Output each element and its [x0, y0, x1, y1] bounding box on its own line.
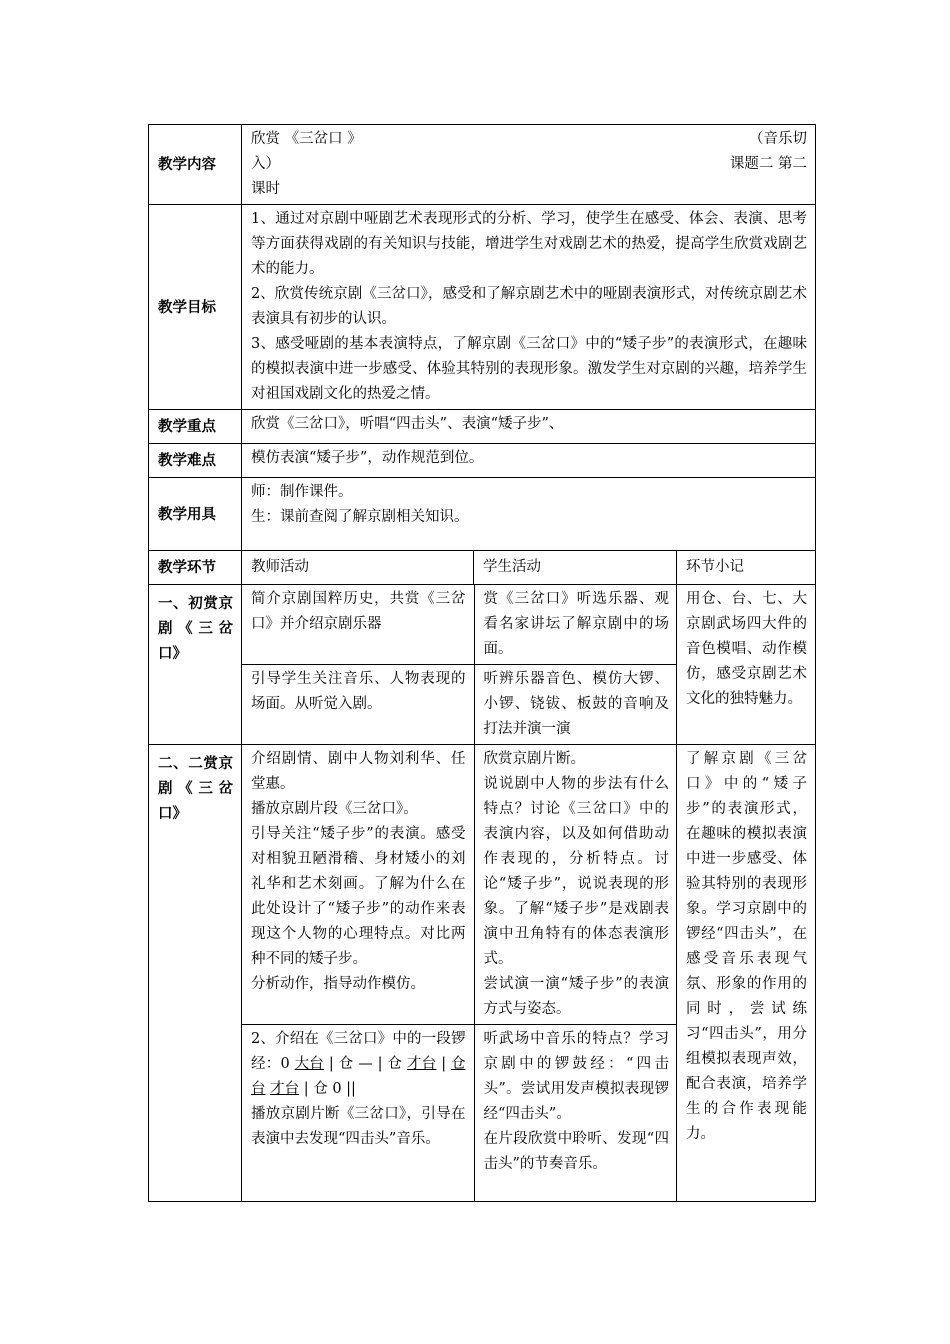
gong-intro: 2、介绍在《三岔口》中的一段锣经：0	[251, 1031, 466, 1072]
goals-label: 教学目标	[149, 205, 242, 410]
content-lesson-ref: 课题二 第二	[729, 156, 808, 172]
stage1-label: 一、初赏京剧《三岔口》	[149, 585, 242, 745]
tools-cell	[242, 478, 816, 551]
stage1-student-b: 听辨乐器音色、模仿大锣、小锣、铙钹、板鼓的音响及打法并演一演	[483, 671, 669, 737]
stage2-teacher-a-line: 介绍剧情、剧中人物刘利华、任堂惠。	[251, 751, 466, 792]
gong-beat: | 仓 — | 仓	[324, 1056, 407, 1072]
stage2-teacher-a-line: 分析动作，指导动作模仿。	[251, 976, 425, 992]
stage2-student-a-line: 说说剧中人物的步法有什么特点？讨论《三岔口》中的表演内容，以及如何借助动作表现的，分析特点。讨论“矮子步”，说说表现的形象。了解“矮子步”是戏剧表演中丑角特有的体态表演形式。	[483, 776, 669, 967]
row-header	[149, 551, 816, 585]
stage2-student-a-line: 尝试演一演“矮子步”的表演方式与姿态。	[483, 976, 669, 1017]
stage1-student-a: 赏《三岔口》听选乐器、观看名家讲坛了解京剧中的场面。	[474, 585, 677, 665]
stage2-teacher-b-tail: 播放京剧片断《三岔口》，引导在表演中去发现“四击头”音乐。	[251, 1106, 466, 1147]
tools-teacher: 师：制作课件。	[251, 484, 353, 500]
tools-label: 教学用具	[149, 478, 242, 551]
stage2-notes: 了解京剧《三岔口》中的“矮子步”的表演形式，在趣味的模拟表演中进一步感受、体验其特别的表现形象。学习京剧中的锣经“四击头”，在感受音乐表现气氛、形象的作用的同时，尝试练习“四击头”，用分组模拟表现声效，配合表演，培养学生的合作表现能力。	[677, 745, 816, 1202]
stage2-student-b-line: 在片段欣赏中聆听、发现“四击头”的节奏音乐。	[483, 1131, 669, 1172]
goal-item: 3、感受哑剧的基本表演特点，了解京剧《三岔口》中的“矮子步”的表演形式，在趣味的模拟表演中进一步感受、体验其特别的表现形象。激发学生对京剧的兴趣，培养学生对祖国戏剧文化的热爱之情。	[251, 336, 808, 402]
stage1-inner-table	[242, 585, 677, 744]
stage1-teacher-a: 简介京剧国粹历史，共赏《三岔口》并介绍京剧乐器	[242, 585, 474, 665]
goals-cell	[242, 205, 816, 410]
difficulty-label: 教学难点	[149, 444, 242, 478]
stage2-teacher-a-line: 播放京剧片段《三岔口》。	[251, 801, 418, 817]
gong-beat: |	[436, 1056, 451, 1072]
stage2-student-a	[474, 745, 677, 1025]
header-stage: 教学环节	[149, 551, 242, 585]
lesson-plan-table	[148, 124, 816, 1202]
row-goals	[149, 205, 816, 410]
stage2-teacher-b	[242, 1025, 474, 1201]
row-difficulty	[149, 444, 816, 478]
row-focus	[149, 410, 816, 444]
content-cell	[242, 125, 816, 205]
gong-beat: 才台	[406, 1056, 437, 1072]
gong-beat: | 仓 0 ||	[299, 1081, 356, 1097]
content-label: 教学内容	[149, 125, 242, 205]
focus-label: 教学重点	[149, 410, 242, 444]
stage2-activities	[242, 745, 677, 1202]
row-stage2	[149, 745, 816, 1202]
content-title: 欣赏 《三岔口 》	[251, 131, 362, 147]
stage2-teacher-a-line: 引导关注“矮子步”的表演。感受对相貌丑陋滑稽、身材矮小的刘礼华和艺术刻画。了解为什么在此处设计了“矮子步”的动作来表现这个人物的心理特点。对比两种不同的矮子步。	[251, 826, 466, 967]
header-student: 学生活动	[474, 551, 677, 585]
tools-student: 生：课前查阅了解京剧相关知识。	[251, 509, 469, 525]
header-notes: 环节小记	[677, 551, 816, 585]
gong-beat: 才台	[270, 1081, 300, 1097]
focus-text: 欣赏《三岔口》，听唱“四击头”、表演“矮子步”、	[242, 410, 816, 444]
gong-beat: 大台	[294, 1056, 325, 1072]
stage2-student-b	[474, 1025, 677, 1201]
stage2-inner-table	[242, 745, 677, 1201]
content-tag: （音乐切	[749, 131, 808, 147]
difficulty-text: 模仿表演“矮子步”，动作规范到位。	[242, 444, 816, 478]
row-tools	[149, 478, 816, 551]
gong-notation	[251, 1027, 466, 1102]
row-content	[149, 125, 816, 205]
stage1-notes: 用仓、台、七、大京剧武场四大件的音色模唱、动作模仿，感受京剧艺术文化的独特魅力。	[677, 585, 816, 745]
stage2-label: 二、二赏京剧《三岔口》	[149, 745, 242, 1202]
row-stage1	[149, 585, 816, 745]
goal-item: 1、通过对京剧中哑剧艺术表现形式的分析、学习，使学生在感受、体会、表演、思考等方面获得戏剧的有关知识与技能，增进学生对戏剧艺术的热爱，提高学生欣赏戏剧艺术的能力。	[251, 211, 808, 277]
stage2-student-b-line: 听武场中音乐的特点？学习京剧中的锣鼓经：“四击头”。尝试用发声模拟表现锣经“四击头”。	[483, 1031, 669, 1122]
gong-beat: 仓台	[251, 1056, 466, 1097]
stage1-activities	[242, 585, 677, 745]
content-tag-end: 入）	[251, 156, 280, 172]
stage2-student-a-line: 欣赏京剧片断。	[483, 751, 585, 767]
header-teacher: 教师活动	[242, 551, 474, 585]
content-lesson-ref-tail: 课时	[251, 181, 280, 197]
stage1-teacher-b: 引导学生关注音乐、人物表现的场面。从听觉入剧。	[242, 665, 474, 745]
stage2-teacher-a	[242, 745, 474, 1025]
goal-item: 2、欣赏传统京剧《三岔口》，感受和了解京剧艺术中的哑剧表演形式，对传统京剧艺术表演具有初步的认识。	[251, 286, 808, 327]
